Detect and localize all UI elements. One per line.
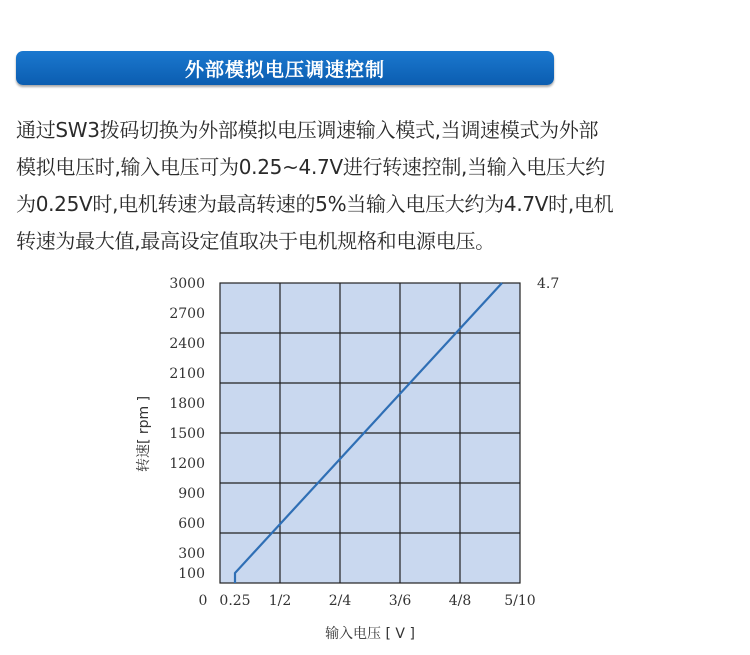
- y-tick-label: 1200: [169, 456, 205, 472]
- origin-label: 0: [198, 593, 208, 609]
- y-tick-label: 2100: [169, 366, 205, 382]
- y-tick-label: 100: [178, 566, 205, 582]
- x-tick-label: 4/8: [448, 593, 472, 609]
- x-axis-title: 输入电压 [ V ]: [325, 626, 415, 642]
- y-tick-label: 300: [178, 546, 205, 562]
- y-tick-label: 1500: [169, 426, 205, 442]
- description-line: 转速为最大值,最高设定值取决于电机规格和电源电压。: [16, 229, 495, 253]
- x-tick-label: 1/2: [268, 593, 292, 609]
- x-tick-label: 3/6: [388, 593, 412, 609]
- description-line: 通过SW3拨码切换为外部模拟电压调速输入模式,当调速模式为外部: [16, 118, 599, 142]
- x-tick-label: 2/4: [328, 593, 352, 609]
- description-line: 为0.25V时,电机转速为最高转速的5%当输入电压大约为4.7V时,电机: [16, 192, 614, 216]
- y-tick-label: 2400: [169, 336, 205, 352]
- description-line: 模拟电压时,输入电压可为0.25~4.7V进行转速控制,当输入电压大约: [16, 155, 605, 179]
- annotation-label: 4.7: [537, 276, 560, 292]
- y-axis-title: 转速[ rpm ]: [136, 395, 152, 473]
- section-title: 外部模拟电压调速控制: [184, 58, 385, 81]
- y-tick-label: 900: [178, 486, 205, 502]
- y-tick-labels: [169, 276, 205, 582]
- y-tick-label: 1800: [169, 396, 205, 412]
- y-tick-label: 2700: [169, 306, 205, 322]
- x-tick-label: 5/10: [504, 593, 536, 609]
- x-tick-label: 0.25: [219, 593, 251, 609]
- x-tick-labels: [219, 593, 535, 609]
- y-tick-label: 3000: [169, 276, 205, 292]
- y-tick-label: 600: [178, 516, 205, 532]
